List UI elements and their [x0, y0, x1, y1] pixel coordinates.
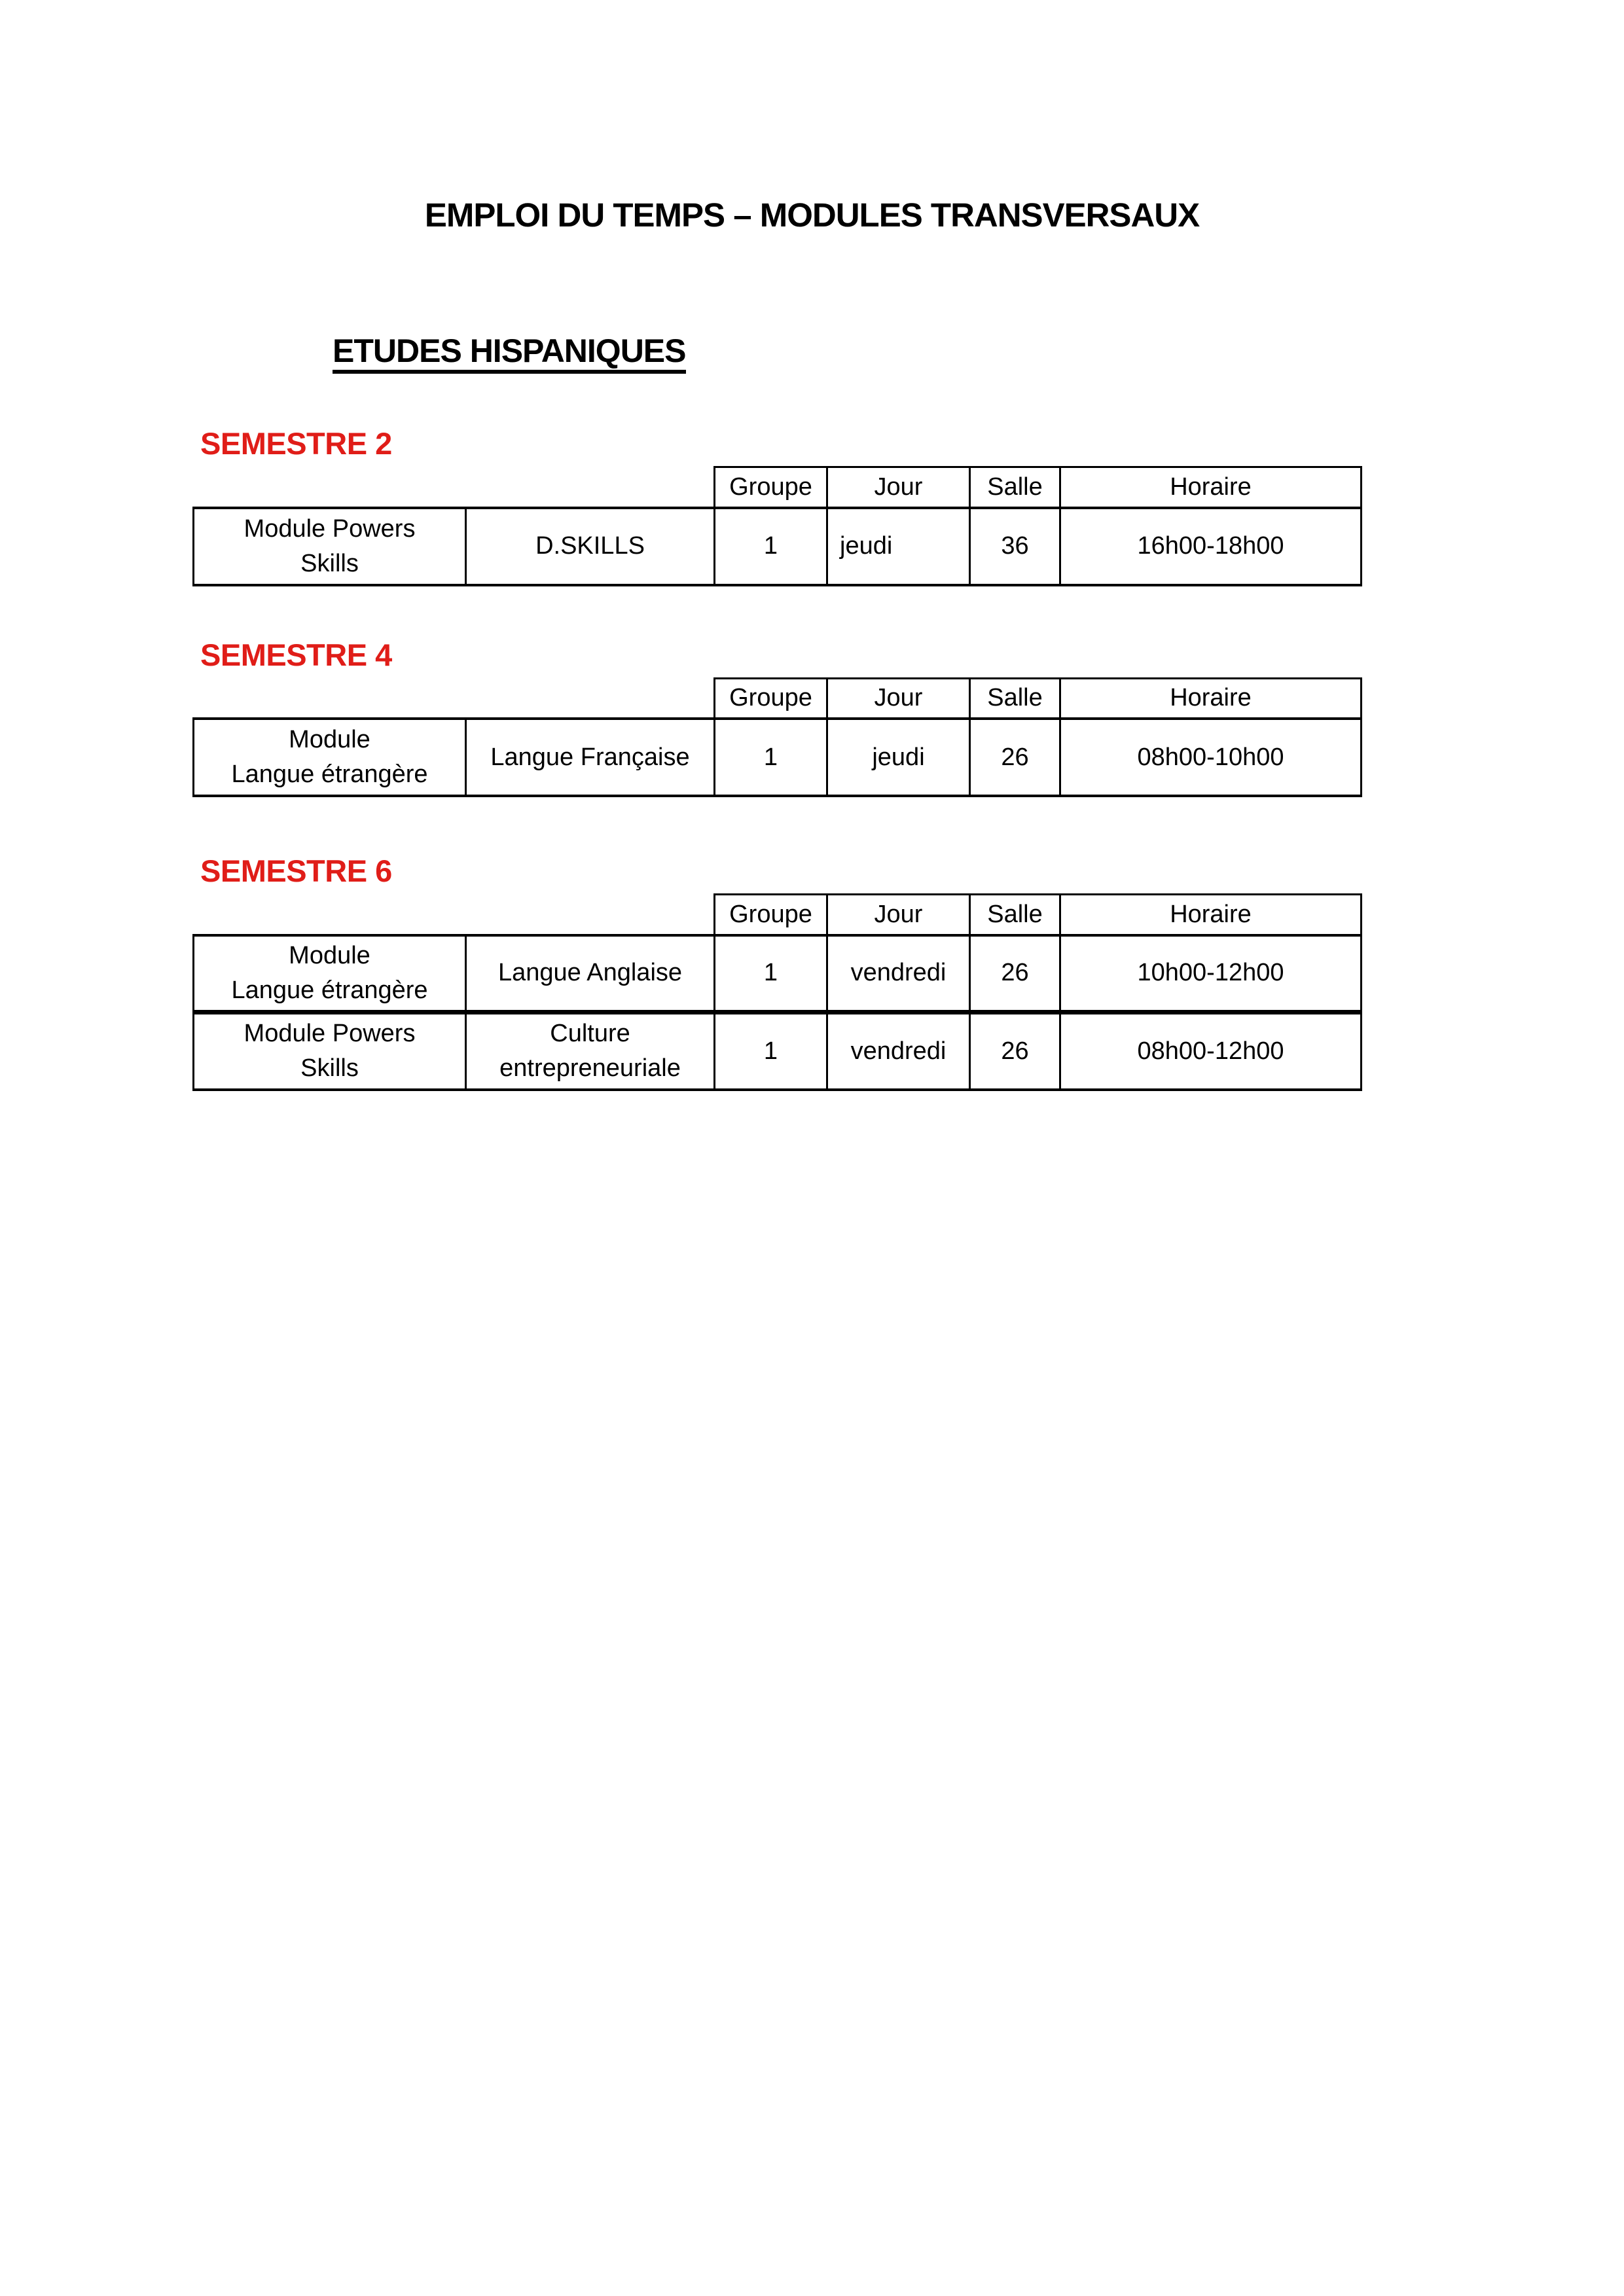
col-header-jour: Jour	[827, 678, 970, 719]
course-line-1: Langue Anglaise	[497, 959, 683, 987]
horaire-cell: 10h00-12h00	[1060, 935, 1362, 1013]
module-cell	[194, 935, 466, 1013]
section-semestre-6	[0, 855, 1624, 1091]
module-line-1: Module Powers	[244, 1020, 416, 1048]
course-line-1: Culture	[550, 1020, 630, 1048]
col-header-jour: Jour	[827, 467, 970, 508]
col-header-salle: Salle	[970, 678, 1060, 719]
header-row	[194, 678, 1362, 719]
module-line-1: Module	[289, 941, 370, 969]
horaire-cell: 16h00-18h00	[1060, 508, 1362, 585]
horaire-cell: 08h00-12h00	[1060, 1013, 1362, 1090]
col-header-horaire: Horaire	[1060, 467, 1362, 508]
subtitle-wrap	[333, 334, 1624, 374]
col-header-horaire: Horaire	[1060, 895, 1362, 935]
semestre-6-label: SEMESTRE 6	[200, 853, 392, 888]
course-line-1: Langue Française	[490, 743, 690, 771]
header-blank-cell	[194, 895, 466, 935]
groupe-cell: 1	[715, 1013, 827, 1090]
timetable-semestre-2	[192, 466, 1362, 586]
col-header-groupe: Groupe	[715, 895, 827, 935]
header-blank-cell	[466, 467, 715, 508]
section-semestre-2	[0, 427, 1624, 586]
salle-cell: 26	[970, 1013, 1060, 1090]
table-row	[194, 508, 1362, 585]
header-blank-cell	[466, 895, 715, 935]
timetable-semestre-6	[192, 893, 1362, 1091]
module-cell	[194, 719, 466, 796]
course-line-1: D.SKILLS	[535, 532, 645, 560]
jour-cell: jeudi	[827, 508, 970, 585]
module-cell	[194, 508, 466, 585]
col-header-salle: Salle	[970, 467, 1060, 508]
page-title: EMPLOI DU TEMPS – MODULES TRANSVERSAUX	[424, 196, 1200, 234]
module-line-1: Module Powers	[244, 514, 416, 543]
jour-cell: vendredi	[827, 1013, 970, 1090]
col-header-groupe: Groupe	[715, 678, 827, 719]
module-line-2: Langue étrangère	[231, 976, 428, 1004]
table-row	[194, 935, 1362, 1013]
table-row	[194, 1013, 1362, 1090]
header-blank-cell	[194, 678, 466, 719]
table-row	[194, 719, 1362, 796]
horaire-cell: 08h00-10h00	[1060, 719, 1362, 796]
course-cell	[466, 1013, 715, 1090]
header-row	[194, 895, 1362, 935]
jour-cell: vendredi	[827, 935, 970, 1013]
col-header-horaire: Horaire	[1060, 678, 1362, 719]
salle-cell: 26	[970, 719, 1060, 796]
col-header-groupe: Groupe	[715, 467, 827, 508]
section-semestre-4	[0, 639, 1624, 798]
timetable-semestre-4	[192, 677, 1362, 798]
module-line-2: Skills	[300, 549, 359, 577]
module-cell	[194, 1013, 466, 1090]
salle-cell: 36	[970, 508, 1060, 585]
salle-cell: 26	[970, 935, 1060, 1013]
col-header-jour: Jour	[827, 895, 970, 935]
groupe-cell: 1	[715, 719, 827, 796]
col-header-salle: Salle	[970, 895, 1060, 935]
jour-cell: jeudi	[827, 719, 970, 796]
semestre-4-label: SEMESTRE 4	[200, 637, 392, 672]
groupe-cell: 1	[715, 935, 827, 1013]
section-title-etudes-hispaniques: ETUDES HISPANIQUES	[333, 334, 686, 374]
course-line-2: entrepreneuriale	[499, 1054, 681, 1083]
module-line-1: Module	[289, 726, 370, 753]
module-line-2: Langue étrangère	[231, 761, 428, 788]
header-blank-cell	[194, 467, 466, 508]
groupe-cell: 1	[715, 508, 827, 585]
semestre-2-label: SEMESTRE 2	[200, 426, 392, 461]
header-row	[194, 467, 1362, 508]
course-cell	[466, 935, 715, 1013]
course-cell	[466, 719, 715, 796]
module-line-2: Skills	[300, 1054, 359, 1083]
header-blank-cell	[466, 678, 715, 719]
course-cell	[466, 508, 715, 585]
